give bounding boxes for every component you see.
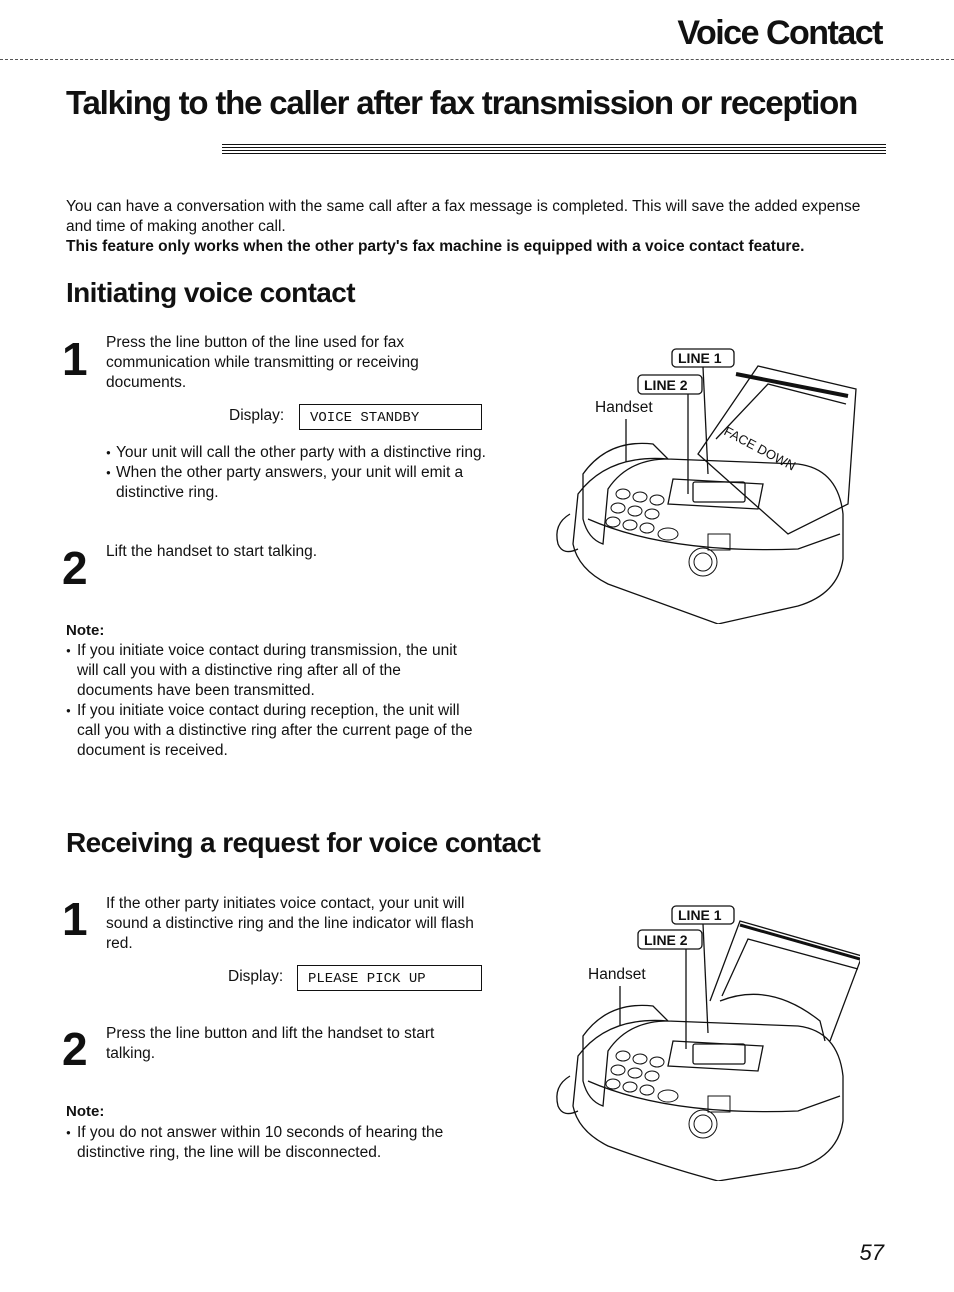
heading-initiating: Initiating voice contact [66, 277, 355, 308]
step-number: 2 [62, 1023, 86, 1075]
page-title: Talking to the caller after fax transmission or reception [66, 84, 858, 121]
note-item: ● If you initiate voice contact during reception, the unit will call you with a distinctive ring after the current page of the document is received. [66, 701, 476, 761]
display-label: Display: [228, 968, 284, 985]
intro-bold-text: This feature only works when the other party's fax machine is equipped with a voice contact feature. [66, 238, 805, 255]
title-rule [222, 144, 886, 156]
display-readout: VOICE STANDBY [299, 404, 482, 430]
line2-label: LINE 2 [644, 377, 688, 393]
fax-machine-illustration [540, 901, 860, 1181]
line1-label: LINE 1 [678, 907, 722, 923]
line1-label: LINE 1 [678, 350, 722, 366]
display-label: Display: [229, 407, 285, 424]
step-text: If the other party initiates voice contact, your unit will sound a distinctive ring and the line indicator will flash red. [106, 895, 474, 952]
note-item: ● If you initiate voice contact during transmission, the unit will call you with a distinctive ring after all of the documents have been transmitted. [66, 641, 476, 701]
intro-text: You can have a conversation with the same call after a fax message is completed. This will save the added expense and time of making another call. [66, 198, 861, 235]
face-down-label: FACE DOWN [721, 423, 799, 474]
header-rule [0, 59, 954, 60]
page-number: 57 [859, 1240, 884, 1265]
section-header: Voice Contact [677, 14, 882, 52]
step-text: Press the line button of the line used for fax communication while transmitting or receiving documents. [106, 334, 419, 391]
handset-label: Handset [588, 966, 646, 983]
note-list [66, 1123, 476, 1163]
note-list [66, 641, 476, 761]
line2-label: LINE 2 [644, 932, 688, 948]
note-item: ● If you do not answer within 10 seconds of hearing the distinctive ring, the line will be disconnected. [66, 1123, 476, 1163]
bullet-item: ● Your unit will call the other party with a distinctive ring. [106, 443, 486, 463]
step-bullets [106, 443, 486, 503]
step-number: 2 [62, 542, 86, 594]
handset-label: Handset [595, 399, 653, 416]
heading-receiving: Receiving a request for voice contact [66, 827, 541, 858]
display-readout: PLEASE PICK UP [297, 965, 482, 991]
note-label: Note: [66, 1103, 105, 1120]
step-text: Lift the handset to start talking. [106, 543, 318, 560]
step-number: 1 [62, 893, 86, 945]
step-number: 1 [62, 333, 86, 385]
step-text: Press the line button and lift the handset to start talking. [106, 1025, 435, 1062]
fax-machine-illustration [548, 344, 868, 624]
note-label: Note: [66, 622, 105, 639]
bullet-item: ● When the other party answers, your unit will emit a distinctive ring. [106, 463, 486, 503]
